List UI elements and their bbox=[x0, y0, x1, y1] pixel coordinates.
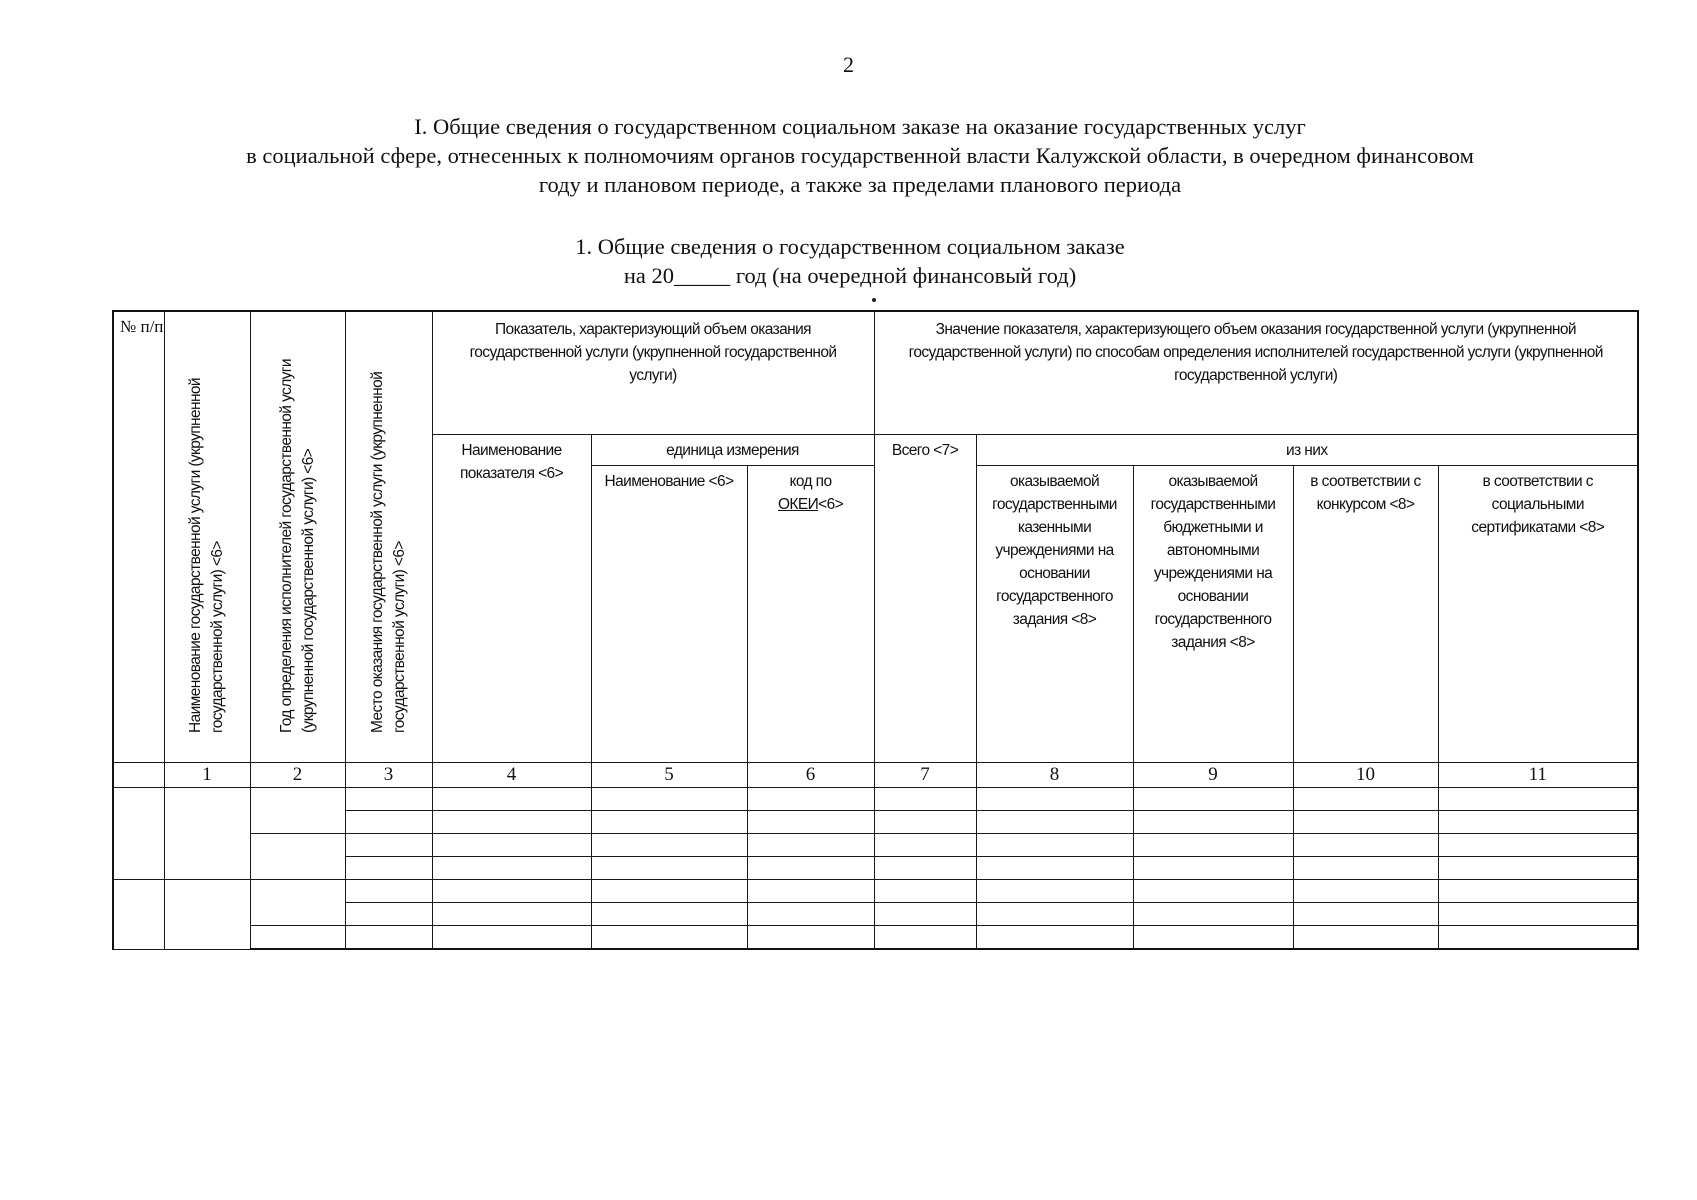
empty-cell[interactable] bbox=[1133, 788, 1293, 811]
unit-code-prefix: код по bbox=[789, 473, 832, 490]
empty-cell[interactable] bbox=[1438, 880, 1638, 903]
okei-link[interactable]: ОКЕИ bbox=[777, 496, 819, 513]
empty-cell[interactable] bbox=[1438, 857, 1638, 880]
empty-cell[interactable] bbox=[1133, 880, 1293, 903]
empty-cell[interactable] bbox=[1438, 788, 1638, 811]
empty-cell[interactable] bbox=[345, 926, 432, 950]
empty-cell[interactable] bbox=[976, 811, 1133, 834]
page-number: 2 bbox=[843, 52, 854, 77]
column-number-cell: 1 bbox=[164, 763, 250, 788]
empty-cell[interactable] bbox=[1293, 926, 1438, 950]
empty-cell[interactable] bbox=[1438, 926, 1638, 950]
section-title-line: I. Общие сведения о государственном социальном заказе на оказание государственных услуг bbox=[414, 114, 1306, 139]
header-unit-name: Наименование <6> bbox=[591, 466, 747, 763]
column-number-cell: 2 bbox=[250, 763, 345, 788]
empty-cell[interactable] bbox=[432, 788, 591, 811]
empty-cell[interactable] bbox=[747, 926, 874, 950]
empty-cell[interactable] bbox=[747, 903, 874, 926]
header-place bbox=[345, 311, 432, 763]
header-year bbox=[250, 311, 345, 763]
empty-cell[interactable] bbox=[591, 903, 747, 926]
empty-cell[interactable] bbox=[1293, 788, 1438, 811]
header-service-name-text: Наименование государственной услуги (укрупненной государственной услуги) <6> bbox=[187, 378, 226, 733]
empty-cell[interactable] bbox=[250, 834, 345, 880]
empty-cell[interactable] bbox=[113, 788, 164, 880]
empty-cell[interactable] bbox=[432, 926, 591, 950]
empty-cell[interactable] bbox=[345, 811, 432, 834]
empty-cell[interactable] bbox=[432, 903, 591, 926]
column-number-cell: 6 bbox=[747, 763, 874, 788]
empty-cell[interactable] bbox=[1133, 857, 1293, 880]
column-number-cell: 5 bbox=[591, 763, 747, 788]
header-indicator-group: Показатель, характеризующий объем оказания государственной услуги (укрупненной государственной услуги) bbox=[432, 311, 874, 435]
column-number-cell: 4 bbox=[432, 763, 591, 788]
empty-cell[interactable] bbox=[1293, 834, 1438, 857]
unit-code-suffix: <6> bbox=[818, 496, 844, 513]
empty-cell[interactable] bbox=[432, 857, 591, 880]
header-col-9: оказываемой государственными бюджетными и автономными учреждениями на основании государственного задания <8> bbox=[1133, 466, 1293, 763]
empty-cell[interactable] bbox=[345, 880, 432, 903]
empty-cell[interactable] bbox=[747, 880, 874, 903]
empty-cell[interactable] bbox=[250, 926, 345, 950]
empty-cell[interactable] bbox=[250, 788, 345, 834]
empty-cell[interactable] bbox=[432, 811, 591, 834]
empty-cell[interactable] bbox=[591, 880, 747, 903]
empty-cell[interactable] bbox=[591, 788, 747, 811]
empty-cell[interactable] bbox=[1293, 857, 1438, 880]
empty-cell[interactable] bbox=[591, 834, 747, 857]
header-total: Всего <7> bbox=[874, 435, 976, 763]
empty-cell[interactable] bbox=[113, 880, 164, 950]
empty-cell[interactable] bbox=[976, 926, 1133, 950]
social-order-table bbox=[112, 310, 1639, 950]
empty-cell[interactable] bbox=[976, 880, 1133, 903]
empty-cell[interactable] bbox=[1133, 834, 1293, 857]
empty-cell[interactable] bbox=[1438, 903, 1638, 926]
table-row bbox=[113, 788, 1638, 811]
empty-cell[interactable] bbox=[591, 857, 747, 880]
subsection-title bbox=[330, 232, 1370, 290]
column-number-cell: 9 bbox=[1133, 763, 1293, 788]
column-number-cell bbox=[113, 763, 164, 788]
subsection-title-line: на 20_____ год (на очередной финансовый год) bbox=[623, 263, 1077, 288]
column-number-cell: 10 bbox=[1293, 763, 1438, 788]
header-unit-code bbox=[747, 466, 874, 763]
header-col-11: в соответствии с социальными сертификатами <8> bbox=[1438, 466, 1638, 763]
empty-cell[interactable] bbox=[874, 880, 976, 903]
empty-cell[interactable] bbox=[1438, 834, 1638, 857]
empty-cell[interactable] bbox=[874, 903, 976, 926]
empty-cell[interactable] bbox=[874, 788, 976, 811]
empty-cell[interactable] bbox=[1133, 903, 1293, 926]
empty-cell[interactable] bbox=[345, 834, 432, 857]
section-title-line: в социальной сфере, отнесенных к полномочиям органов государственной власти Калужской области, в очередном финансовом bbox=[246, 143, 1474, 168]
header-col-8: оказываемой государственными казенными учреждениями на основании государственного задания <8> bbox=[976, 466, 1133, 763]
empty-cell[interactable] bbox=[432, 880, 591, 903]
empty-cell[interactable] bbox=[1293, 903, 1438, 926]
empty-cell[interactable] bbox=[591, 926, 747, 950]
empty-cell[interactable] bbox=[874, 811, 976, 834]
header-col-10: в соответствии с конкурсом <8> bbox=[1293, 466, 1438, 763]
column-number-cell: 8 bbox=[976, 763, 1133, 788]
empty-cell[interactable] bbox=[591, 811, 747, 834]
empty-cell[interactable] bbox=[345, 903, 432, 926]
empty-cell[interactable] bbox=[164, 880, 250, 950]
header-unit-group: единица измерения bbox=[591, 435, 874, 466]
table-row bbox=[113, 926, 1638, 950]
subsection-title-line: 1. Общие сведения о государственном социальном заказе bbox=[575, 234, 1125, 259]
header-year-text: Год определения исполнителей государственной услуги (укрупненной государственной услуги) <6> bbox=[277, 359, 317, 733]
column-number-cell: 11 bbox=[1438, 763, 1638, 788]
empty-cell[interactable] bbox=[874, 857, 976, 880]
table-row bbox=[113, 834, 1638, 857]
section-title-line: году и плановом периоде, а также за пределами планового периода bbox=[538, 172, 1182, 197]
empty-cell[interactable] bbox=[976, 834, 1133, 857]
empty-cell[interactable] bbox=[250, 880, 345, 926]
empty-cell[interactable] bbox=[345, 857, 432, 880]
header-value-group: Значение показателя, характеризующего объем оказания государственной услуги (укрупненной государственной услуги) по способам определения исполнителей государственной услуги (укрупненной государственной услуги) bbox=[874, 311, 1638, 435]
header-place-text: Место оказания государственной услуги (укрупненной государственной услуги) <6> bbox=[368, 371, 408, 733]
column-number-cell: 7 bbox=[874, 763, 976, 788]
empty-cell[interactable] bbox=[345, 788, 432, 811]
empty-cell[interactable] bbox=[747, 857, 874, 880]
empty-cell[interactable] bbox=[1293, 811, 1438, 834]
header-service-name bbox=[164, 311, 250, 763]
column-number-cell: 3 bbox=[345, 763, 432, 788]
header-row-number: № п/п bbox=[113, 311, 164, 763]
scan-dot bbox=[872, 298, 876, 302]
header-of-them: из них bbox=[976, 435, 1638, 466]
empty-cell[interactable] bbox=[976, 788, 1133, 811]
empty-cell[interactable] bbox=[874, 834, 976, 857]
empty-cell[interactable] bbox=[976, 857, 1133, 880]
empty-cell[interactable] bbox=[1133, 926, 1293, 950]
empty-cell[interactable] bbox=[432, 834, 591, 857]
empty-cell[interactable] bbox=[1133, 811, 1293, 834]
section-title bbox=[105, 112, 1615, 199]
header-indicator-name: Наименование показателя <6> bbox=[432, 435, 591, 763]
empty-cell[interactable] bbox=[874, 926, 976, 950]
empty-cell[interactable] bbox=[747, 834, 874, 857]
table-row bbox=[113, 880, 1638, 903]
empty-cell[interactable] bbox=[747, 811, 874, 834]
empty-cell[interactable] bbox=[976, 903, 1133, 926]
column-number-row bbox=[113, 763, 1638, 788]
empty-cell[interactable] bbox=[747, 788, 874, 811]
empty-cell[interactable] bbox=[164, 788, 250, 880]
empty-cell[interactable] bbox=[1438, 811, 1638, 834]
empty-cell[interactable] bbox=[1293, 880, 1438, 903]
